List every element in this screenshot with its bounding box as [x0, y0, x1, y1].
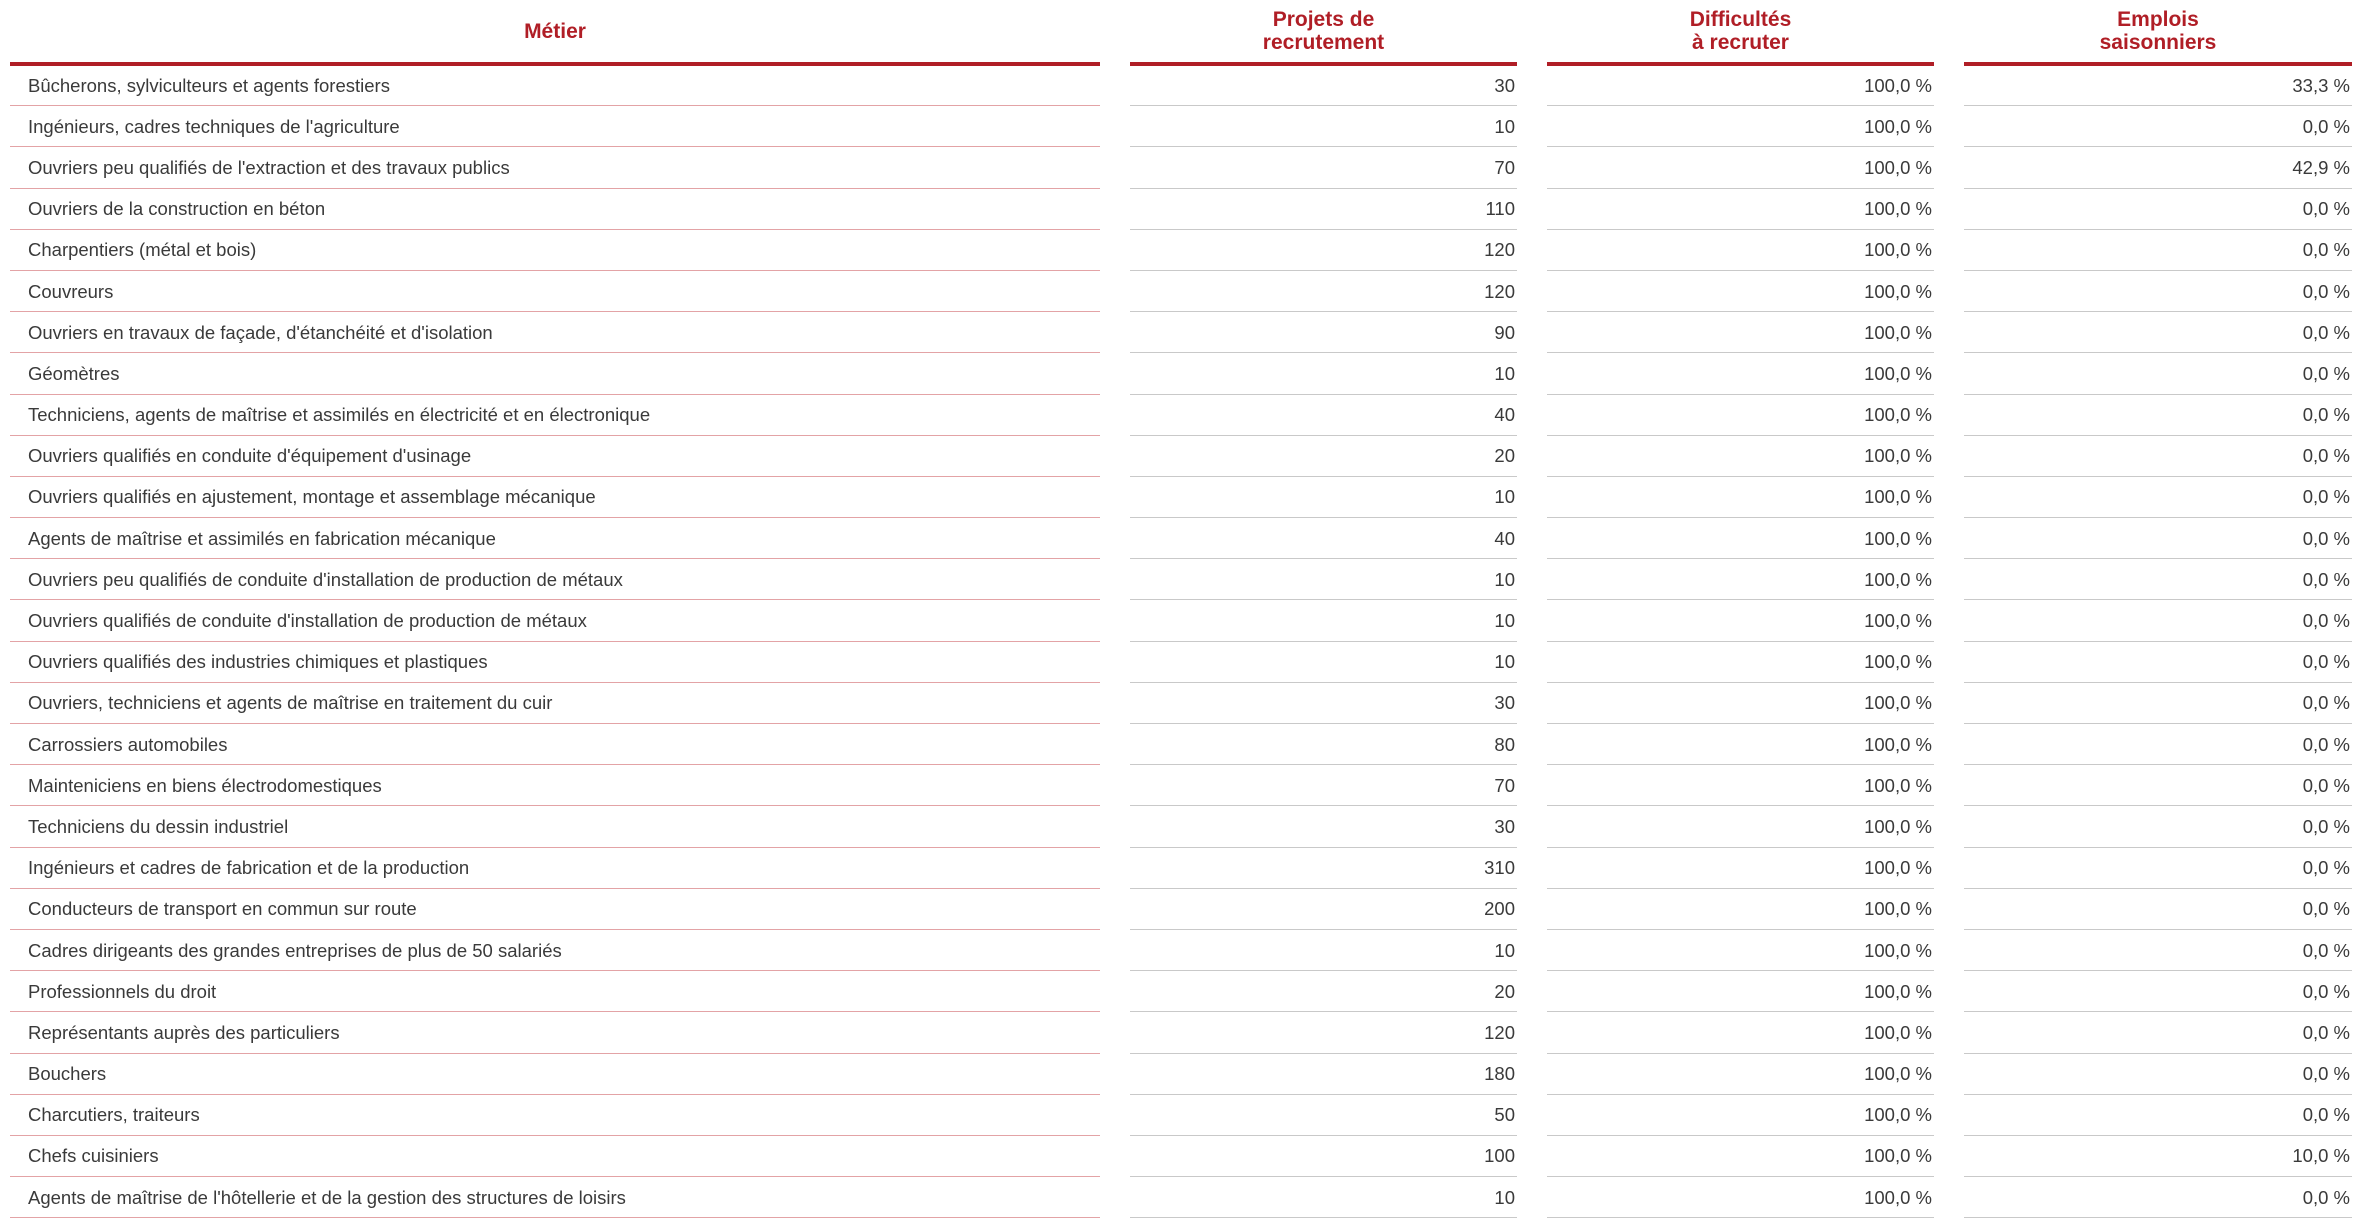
- cell-emplois-saisonniers: 0,0 %: [1964, 354, 2352, 394]
- cell-emplois-saisonniers: 0,0 %: [1964, 396, 2352, 436]
- cell-metier: Ouvriers de la construction en béton: [10, 190, 1100, 230]
- cell-difficultes-recruter: 100,0 %: [1547, 396, 1934, 436]
- column-header-projets-recrutement[interactable]: Projets de recrutement: [1130, 0, 1517, 66]
- cell-emplois-saisonniers: 0,0 %: [1964, 519, 2352, 559]
- cell-difficultes-recruter: 100,0 %: [1547, 849, 1934, 889]
- cell-emplois-saisonniers: 0,0 %: [1964, 1096, 2352, 1136]
- table-row: [0, 396, 2365, 437]
- table-row: [0, 849, 2365, 890]
- table-row: [0, 354, 2365, 395]
- table-row: [0, 148, 2365, 189]
- cell-metier: Ouvriers qualifiés des industries chimiques et plastiques: [10, 643, 1100, 683]
- cell-metier: Agents de maîtrise et assimilés en fabrication mécanique: [10, 519, 1100, 559]
- cell-metier: Cadres dirigeants des grandes entreprises de plus de 50 salariés: [10, 931, 1100, 971]
- cell-projets-recrutement: 90: [1130, 313, 1517, 353]
- cell-difficultes-recruter: 100,0 %: [1547, 148, 1934, 188]
- table-row: [0, 601, 2365, 642]
- cell-emplois-saisonniers: 0,0 %: [1964, 807, 2352, 847]
- cell-emplois-saisonniers: 33,3 %: [1964, 66, 2352, 106]
- cell-difficultes-recruter: 100,0 %: [1547, 478, 1934, 518]
- cell-difficultes-recruter: 100,0 %: [1547, 66, 1934, 106]
- table-row: [0, 519, 2365, 560]
- cell-metier: Ouvriers peu qualifiés de conduite d'installation de production de métaux: [10, 560, 1100, 600]
- cell-emplois-saisonniers: 0,0 %: [1964, 972, 2352, 1012]
- cell-metier: Ouvriers qualifiés en ajustement, montage et assemblage mécanique: [10, 478, 1100, 518]
- cell-metier: Représentants auprès des particuliers: [10, 1013, 1100, 1053]
- cell-difficultes-recruter: 100,0 %: [1547, 807, 1934, 847]
- cell-metier: Techniciens du dessin industriel: [10, 807, 1100, 847]
- cell-difficultes-recruter: 100,0 %: [1547, 1013, 1934, 1053]
- cell-metier: Ouvriers peu qualifiés de l'extraction et des travaux publics: [10, 148, 1100, 188]
- table-row: [0, 1137, 2365, 1178]
- cell-emplois-saisonniers: 0,0 %: [1964, 231, 2352, 271]
- table-row: [0, 560, 2365, 601]
- cell-emplois-saisonniers: 0,0 %: [1964, 1013, 2352, 1053]
- cell-projets-recrutement: 200: [1130, 890, 1517, 930]
- cell-metier: Chefs cuisiniers: [10, 1137, 1100, 1177]
- cell-emplois-saisonniers: 0,0 %: [1964, 272, 2352, 312]
- cell-difficultes-recruter: 100,0 %: [1547, 190, 1934, 230]
- table-body: [0, 66, 2365, 1219]
- cell-emplois-saisonniers: 0,0 %: [1964, 643, 2352, 683]
- cell-metier: Ouvriers qualifiés en conduite d'équipement d'usinage: [10, 437, 1100, 477]
- cell-difficultes-recruter: 100,0 %: [1547, 1178, 1934, 1218]
- table-row: [0, 478, 2365, 519]
- cell-metier: Ingénieurs et cadres de fabrication et de la production: [10, 849, 1100, 889]
- cell-difficultes-recruter: 100,0 %: [1547, 766, 1934, 806]
- cell-emplois-saisonniers: 0,0 %: [1964, 560, 2352, 600]
- cell-projets-recrutement: 10: [1130, 107, 1517, 147]
- cell-metier: Couvreurs: [10, 272, 1100, 312]
- cell-metier: Charcutiers, traiteurs: [10, 1096, 1100, 1136]
- cell-difficultes-recruter: 100,0 %: [1547, 643, 1934, 683]
- table-row: [0, 972, 2365, 1013]
- cell-difficultes-recruter: 100,0 %: [1547, 684, 1934, 724]
- table-row: [0, 107, 2365, 148]
- cell-emplois-saisonniers: 0,0 %: [1964, 725, 2352, 765]
- table-row: [0, 231, 2365, 272]
- cell-metier: Ingénieurs, cadres techniques de l'agriculture: [10, 107, 1100, 147]
- cell-metier: Bouchers: [10, 1055, 1100, 1095]
- cell-emplois-saisonniers: 0,0 %: [1964, 107, 2352, 147]
- cell-emplois-saisonniers: 0,0 %: [1964, 849, 2352, 889]
- cell-difficultes-recruter: 100,0 %: [1547, 437, 1934, 477]
- cell-metier: Géomètres: [10, 354, 1100, 394]
- cell-difficultes-recruter: 100,0 %: [1547, 519, 1934, 559]
- cell-projets-recrutement: 10: [1130, 643, 1517, 683]
- cell-metier: Ouvriers en travaux de façade, d'étanchéité et d'isolation: [10, 313, 1100, 353]
- table-row: [0, 190, 2365, 231]
- cell-projets-recrutement: 10: [1130, 1178, 1517, 1218]
- cell-difficultes-recruter: 100,0 %: [1547, 107, 1934, 147]
- cell-projets-recrutement: 20: [1130, 972, 1517, 1012]
- cell-emplois-saisonniers: 0,0 %: [1964, 313, 2352, 353]
- cell-projets-recrutement: 10: [1130, 354, 1517, 394]
- column-header-emplois-saisonniers[interactable]: Emplois saisonniers: [1964, 0, 2352, 66]
- cell-emplois-saisonniers: 0,0 %: [1964, 1178, 2352, 1218]
- table-row: [0, 1178, 2365, 1219]
- cell-emplois-saisonniers: 0,0 %: [1964, 601, 2352, 641]
- cell-metier: Ouvriers, techniciens et agents de maîtrise en traitement du cuir: [10, 684, 1100, 724]
- cell-projets-recrutement: 20: [1130, 437, 1517, 477]
- cell-projets-recrutement: 50: [1130, 1096, 1517, 1136]
- table-row: [0, 1055, 2365, 1096]
- table-header: [0, 0, 2365, 66]
- cell-emplois-saisonniers: 0,0 %: [1964, 1055, 2352, 1095]
- cell-projets-recrutement: 30: [1130, 807, 1517, 847]
- cell-projets-recrutement: 100: [1130, 1137, 1517, 1177]
- cell-projets-recrutement: 10: [1130, 931, 1517, 971]
- cell-difficultes-recruter: 100,0 %: [1547, 272, 1934, 312]
- cell-metier: Agents de maîtrise de l'hôtellerie et de la gestion des structures de loisirs: [10, 1178, 1100, 1218]
- cell-projets-recrutement: 120: [1130, 1013, 1517, 1053]
- cell-difficultes-recruter: 100,0 %: [1547, 313, 1934, 353]
- table-row: [0, 272, 2365, 313]
- table-row: [0, 766, 2365, 807]
- cell-emplois-saisonniers: 0,0 %: [1964, 437, 2352, 477]
- cell-difficultes-recruter: 100,0 %: [1547, 725, 1934, 765]
- table-row: [0, 437, 2365, 478]
- cell-difficultes-recruter: 100,0 %: [1547, 601, 1934, 641]
- cell-metier: Ouvriers qualifiés de conduite d'installation de production de métaux: [10, 601, 1100, 641]
- cell-projets-recrutement: 80: [1130, 725, 1517, 765]
- cell-projets-recrutement: 310: [1130, 849, 1517, 889]
- cell-projets-recrutement: 70: [1130, 148, 1517, 188]
- table-row: [0, 725, 2365, 766]
- table-row: [0, 643, 2365, 684]
- cell-projets-recrutement: 40: [1130, 396, 1517, 436]
- cell-projets-recrutement: 10: [1130, 560, 1517, 600]
- cell-metier: Bûcherons, sylviculteurs et agents forestiers: [10, 66, 1100, 106]
- cell-emplois-saisonniers: 0,0 %: [1964, 766, 2352, 806]
- cell-emplois-saisonniers: 0,0 %: [1964, 890, 2352, 930]
- cell-difficultes-recruter: 100,0 %: [1547, 231, 1934, 271]
- cell-projets-recrutement: 180: [1130, 1055, 1517, 1095]
- cell-emplois-saisonniers: 0,0 %: [1964, 931, 2352, 971]
- cell-difficultes-recruter: 100,0 %: [1547, 890, 1934, 930]
- cell-projets-recrutement: 70: [1130, 766, 1517, 806]
- cell-emplois-saisonniers: 10,0 %: [1964, 1137, 2352, 1177]
- cell-metier: Charpentiers (métal et bois): [10, 231, 1100, 271]
- cell-projets-recrutement: 30: [1130, 684, 1517, 724]
- table-row: [0, 684, 2365, 725]
- cell-metier: Techniciens, agents de maîtrise et assimilés en électricité et en électronique: [10, 396, 1100, 436]
- column-header-metier[interactable]: Métier: [10, 0, 1100, 66]
- table-row: [0, 313, 2365, 354]
- cell-difficultes-recruter: 100,0 %: [1547, 560, 1934, 600]
- cell-emplois-saisonniers: 0,0 %: [1964, 478, 2352, 518]
- cell-projets-recrutement: 40: [1130, 519, 1517, 559]
- cell-difficultes-recruter: 100,0 %: [1547, 354, 1934, 394]
- table-row: [0, 931, 2365, 972]
- table-row: [0, 807, 2365, 848]
- cell-metier: Professionnels du droit: [10, 972, 1100, 1012]
- cell-difficultes-recruter: 100,0 %: [1547, 972, 1934, 1012]
- cell-emplois-saisonniers: 42,9 %: [1964, 148, 2352, 188]
- cell-projets-recrutement: 120: [1130, 231, 1517, 271]
- table-row: [0, 1013, 2365, 1054]
- cell-emplois-saisonniers: 0,0 %: [1964, 684, 2352, 724]
- cell-projets-recrutement: 10: [1130, 601, 1517, 641]
- cell-difficultes-recruter: 100,0 %: [1547, 931, 1934, 971]
- cell-projets-recrutement: 120: [1130, 272, 1517, 312]
- cell-projets-recrutement: 10: [1130, 478, 1517, 518]
- table-row: [0, 66, 2365, 107]
- cell-metier: Carrossiers automobiles: [10, 725, 1100, 765]
- cell-difficultes-recruter: 100,0 %: [1547, 1096, 1934, 1136]
- cell-projets-recrutement: 30: [1130, 66, 1517, 106]
- table-row: [0, 1096, 2365, 1137]
- table-row: [0, 890, 2365, 931]
- cell-difficultes-recruter: 100,0 %: [1547, 1055, 1934, 1095]
- cell-emplois-saisonniers: 0,0 %: [1964, 190, 2352, 230]
- column-header-difficultes-recruter[interactable]: Difficultés à recruter: [1547, 0, 1934, 66]
- cell-difficultes-recruter: 100,0 %: [1547, 1137, 1934, 1177]
- cell-projets-recrutement: 110: [1130, 190, 1517, 230]
- cell-metier: Conducteurs de transport en commun sur route: [10, 890, 1100, 930]
- cell-metier: Mainteniciens en biens électrodomestiques: [10, 766, 1100, 806]
